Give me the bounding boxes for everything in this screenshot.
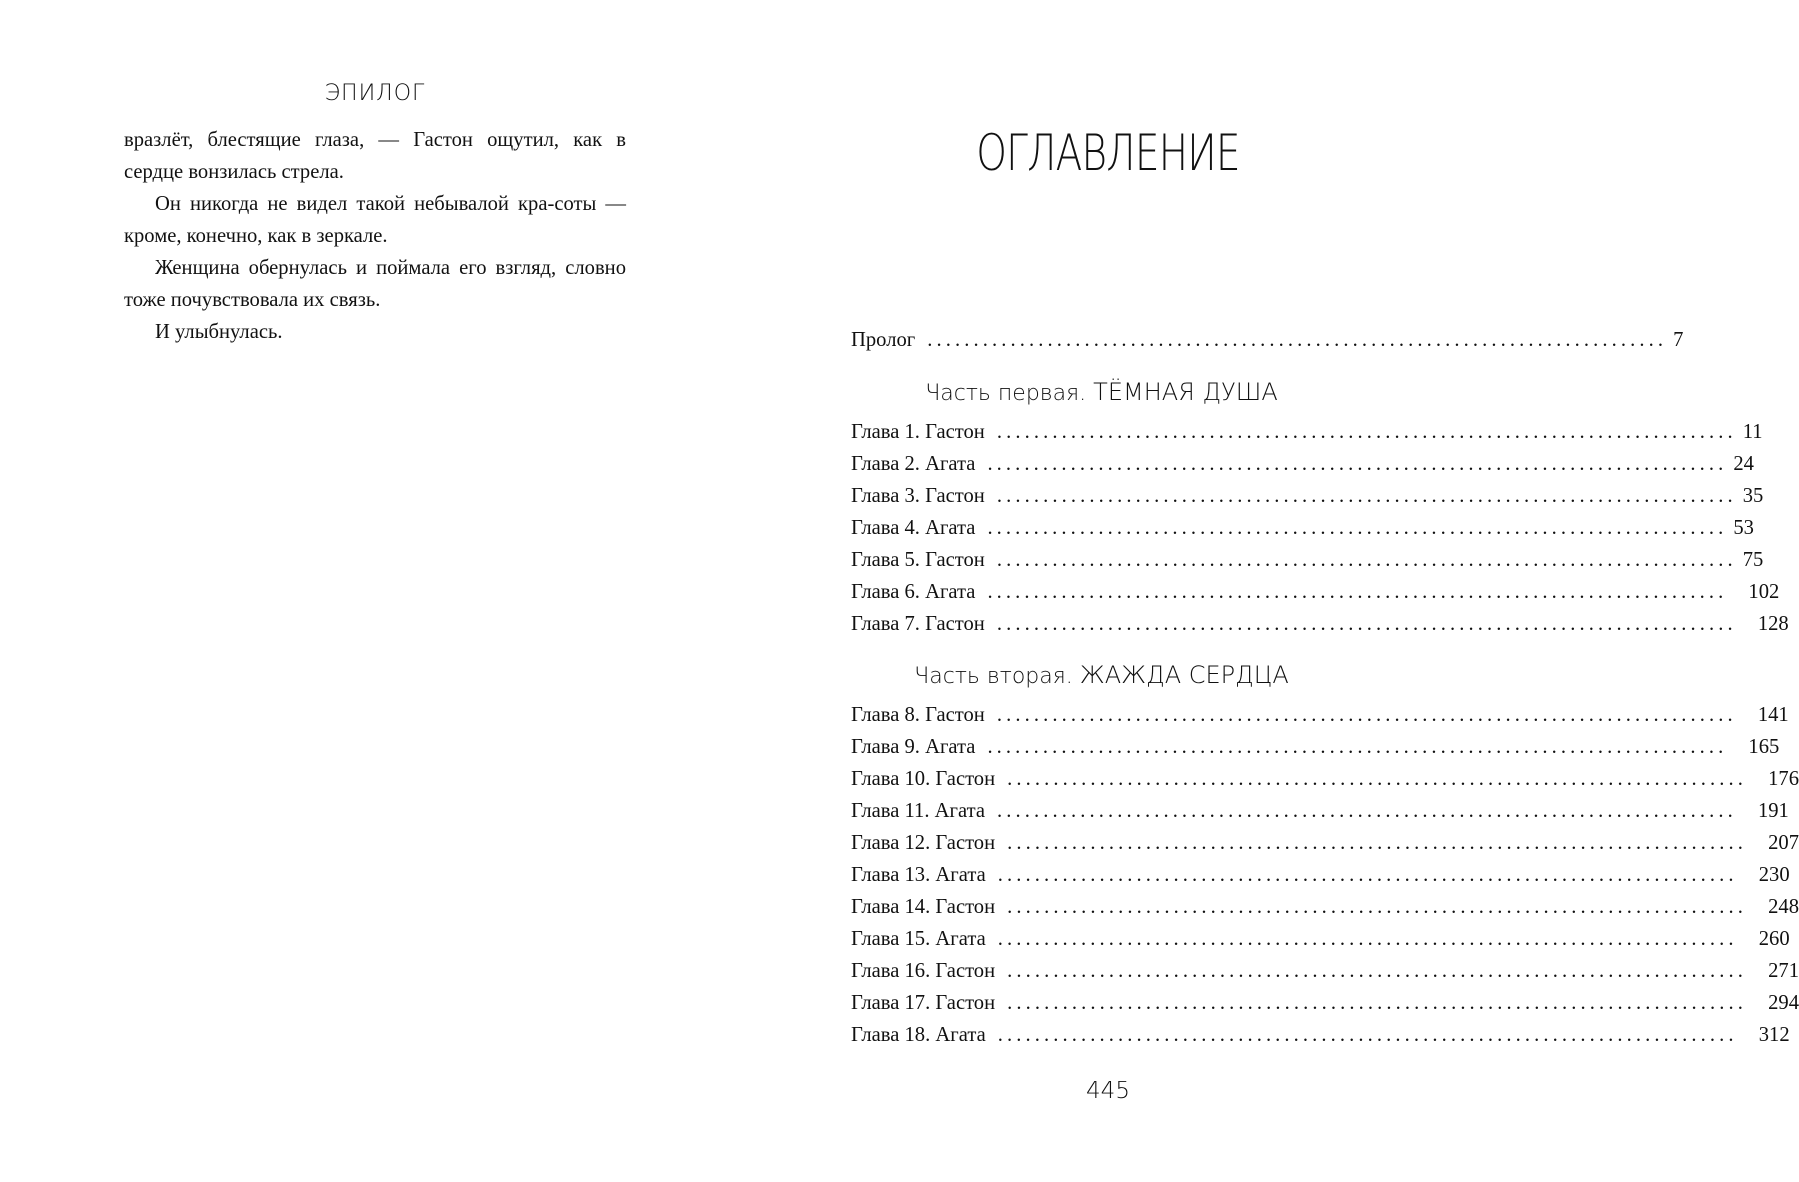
toc-entry-page: 53 [1733, 517, 1754, 539]
dot-leader: ................................................................................ [997, 864, 1738, 886]
toc-entry-label: Глава 16. Гастон [851, 960, 996, 982]
right-page [738, 0, 1799, 1182]
toc-entry-page: 260 [1758, 928, 1790, 950]
toc-entry-page: 24 [1733, 453, 1754, 475]
running-head: ЭПИЛОГ [324, 81, 426, 106]
toc-entry-label: Глава 4. Агата [851, 517, 976, 539]
toc-entry-chapter [851, 731, 1780, 763]
part-name: ТЁМНАЯ ДУША [1093, 378, 1278, 406]
paragraph: вразлёт, блестящие глаза, — Гастон ощутил, как в сердце вонзилась стрела. [124, 129, 626, 183]
toc-entry-page: 102 [1748, 581, 1780, 603]
toc-entry-page: 191 [1757, 800, 1789, 822]
dot-leader: ................................................................................ [996, 421, 1737, 443]
toc-entry-page: 294 [1768, 992, 1799, 1014]
toc-entry-chapter [851, 987, 1799, 1019]
dot-leader: ................................................................................ [1007, 768, 1748, 790]
toc-entry-chapter [851, 955, 1799, 987]
toc-entry-label: Глава 9. Агата [851, 736, 976, 758]
toc-entry-label: Глава 7. Гастон [851, 613, 985, 635]
toc-title: ОГЛАВЛЕНИЕ [976, 124, 1240, 182]
toc-entry-label: Глава 13. Агата [851, 864, 986, 886]
dot-leader: ................................................................................ [1007, 960, 1748, 982]
toc-entry-page: 312 [1758, 1024, 1790, 1046]
paragraph: Женщина обернулась и поймала его взгляд, словно тоже почувствовала их связь. [124, 257, 626, 311]
toc-entry-page: 128 [1757, 613, 1789, 635]
dot-leader: ................................................................................ [1007, 992, 1748, 1014]
toc-entry-chapter [851, 1019, 1790, 1051]
toc-entry-page: 248 [1768, 896, 1799, 918]
epilogue-text [124, 124, 626, 348]
toc-entry-chapter [851, 480, 1764, 512]
toc-entry-chapter [851, 448, 1754, 480]
toc-entry-label: Глава 3. Гастон [851, 485, 985, 507]
dot-leader: ................................................................................ [987, 453, 1728, 475]
toc-entry-page: 165 [1748, 736, 1780, 758]
dot-leader: ................................................................................ [927, 329, 1668, 351]
dot-leader: ................................................................................ [996, 613, 1737, 635]
part-two-heading [851, 659, 1352, 693]
toc-entry-label: Глава 1. Гастон [851, 421, 985, 443]
part-name: ЖАЖДА СЕРДЦА [1079, 661, 1289, 689]
toc-entry-page: 35 [1742, 485, 1764, 507]
toc-entry-chapter [851, 923, 1790, 955]
dot-leader: ................................................................................ [987, 517, 1728, 539]
toc-entry-chapter [851, 608, 1789, 640]
toc-entry-label: Пролог [851, 329, 916, 351]
toc-entry-label: Глава 14. Гастон [851, 896, 996, 918]
dot-leader: ................................................................................ [996, 800, 1737, 822]
dot-leader: ................................................................................ [1007, 896, 1748, 918]
toc-entry-page: 141 [1757, 704, 1789, 726]
toc-entry-page: 230 [1758, 864, 1790, 886]
toc-entry-chapter [851, 827, 1799, 859]
toc-entry-chapter [851, 763, 1799, 795]
dot-leader: ................................................................................ [997, 928, 1738, 950]
toc-entry-chapter [851, 859, 1790, 891]
toc-entry-page: 176 [1768, 768, 1799, 790]
part-one-heading [851, 376, 1352, 410]
page-number: 445 [1086, 1078, 1130, 1104]
dot-leader: ................................................................................ [987, 736, 1728, 758]
toc-entry-label: Глава 5. Гастон [851, 549, 985, 571]
dot-leader: ................................................................................ [1007, 832, 1748, 854]
toc-entry-label: Глава 15. Агата [851, 928, 986, 950]
dot-leader: ................................................................................ [996, 485, 1737, 507]
toc-entry-label: Глава 17. Гастон [851, 992, 996, 1014]
toc-entry-label: Глава 8. Гастон [851, 704, 985, 726]
toc-entry-label: Глава 10. Гастон [851, 768, 996, 790]
toc-entry-chapter [851, 576, 1780, 608]
toc-entry-chapter [851, 416, 1763, 448]
toc-entry-page: 271 [1768, 960, 1799, 982]
toc-entry-label: Глава 6. Агата [851, 581, 976, 603]
dot-leader: ................................................................................ [987, 581, 1728, 603]
paragraph: И улыбнулась. [155, 321, 283, 343]
toc-entry-chapter [851, 544, 1764, 576]
dot-leader: ................................................................................ [996, 704, 1737, 726]
left-page [0, 0, 738, 1182]
toc-entry-page: 75 [1742, 549, 1764, 571]
toc-entry-chapter [851, 512, 1754, 544]
toc-entry-page: 11 [1742, 421, 1763, 443]
part-prefix: Часть вторая. [914, 664, 1073, 689]
part-prefix: Часть первая. [925, 381, 1087, 406]
toc-entry-page: 207 [1768, 832, 1799, 854]
dot-leader: ................................................................................ [996, 549, 1737, 571]
toc-entry-page: 7 [1673, 329, 1684, 351]
toc-entry-label: Глава 12. Гастон [851, 832, 996, 854]
dot-leader: ................................................................................ [997, 1024, 1738, 1046]
toc-entry-label: Глава 2. Агата [851, 453, 976, 475]
toc-entry-chapter [851, 795, 1789, 827]
toc-entry-chapter [851, 699, 1789, 731]
paragraph: Он никогда не видел такой небывалой кра-соты — кроме, конечно, как в зеркале. [124, 193, 626, 247]
toc-entry-label: Глава 18. Агата [851, 1024, 986, 1046]
toc-entry-label: Глава 11. Агата [851, 800, 985, 822]
toc-entry-chapter [851, 891, 1799, 923]
toc-entry-prologue [851, 324, 1684, 356]
